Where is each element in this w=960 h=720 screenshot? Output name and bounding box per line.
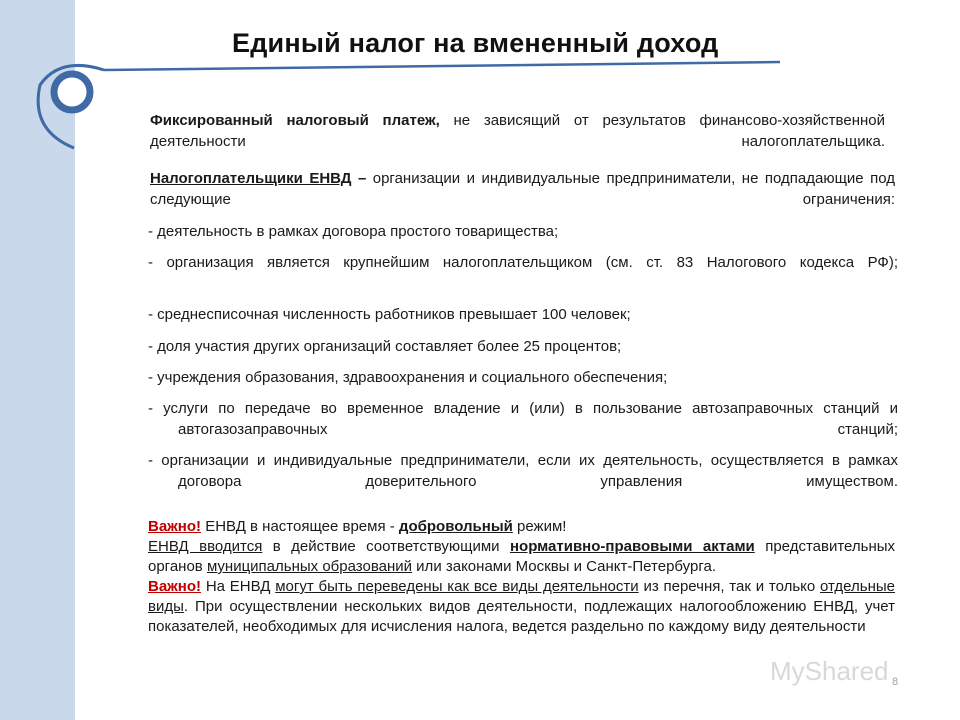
left-stripe [0,0,75,720]
intro-text: не зависящий от результатов финансово-хозяйственной деятельности налогоплательщика. [150,112,885,150]
note-text: в действие соответствующими [262,538,510,555]
important-label: Важно! [148,578,202,595]
note-text: . При осуществлении нескольких видов деятельности, подлежащих налогообложению ЕНВД, учет показателей, необходимых для исчисления налога, ведется раздельно по каждому виду деятельности [148,598,895,635]
restriction-item: - организация является крупнейшим налогоплательщиком (см. ст. 83 Налогового кодекса РФ); [148,254,898,271]
page-title: Единый налог на вмененный доход [232,28,719,58]
note-text: представительных органов [148,538,896,575]
page-number: 8 [892,676,899,688]
important-label: Важно! [148,518,202,535]
watermark: MyShared [770,656,889,686]
restriction-item: - организации и индивидуальные предприниматели, если их деятельность, осуществляется в рамках договора доверительного управления имуществом. [148,452,898,490]
intro-paragraph [150,110,885,152]
restriction-item: - среднесписочная численность работников превышает 100 человек; [148,306,631,323]
note-emphasis: отдельные виды [148,578,895,615]
note-text: из перечня, так и только [638,578,821,595]
payers-definition [150,168,895,210]
note-text: ЕНВД в настоящее время - [201,518,399,535]
note-text: На ЕНВД [201,578,276,595]
payers-text: организации и индивидуальные предприниматели, не подпадающие под следующие ограничения: [150,170,895,208]
intro-bold: Фиксированный налоговый платеж, [150,112,440,129]
note-emphasis: нормативно-правовыми актами [509,538,755,555]
note-voluntary [148,517,895,537]
restriction-item: - доля участия других организаций составляет более 25 процентов; [148,338,622,355]
restriction-item: - деятельность в рамках договора простого товарищества; [148,223,559,240]
payers-dash: – [351,170,373,187]
note-introduction [148,537,895,577]
note-activities [148,577,895,637]
note-emphasis: добровольный [398,518,513,535]
note-emphasis: ЕНВД вводится [148,538,263,555]
note-emphasis: муниципальных образований [206,558,413,575]
restriction-item: - услуги по передаче во временное владение и (или) в пользование автозаправочных станций и автогазозаправочных станций; [148,400,898,438]
note-emphasis: могут быть переведены как все виды деятельности [275,578,639,595]
payers-term: Налогоплательщики ЕНВД [150,170,352,187]
note-text: режим! [512,518,567,535]
important-notes-box [148,517,895,637]
note-text: или законами Москвы и Санкт-Петербурга. [412,558,716,575]
restriction-item: - учреждения образования, здравоохранения и социального обеспечения; [148,369,668,386]
